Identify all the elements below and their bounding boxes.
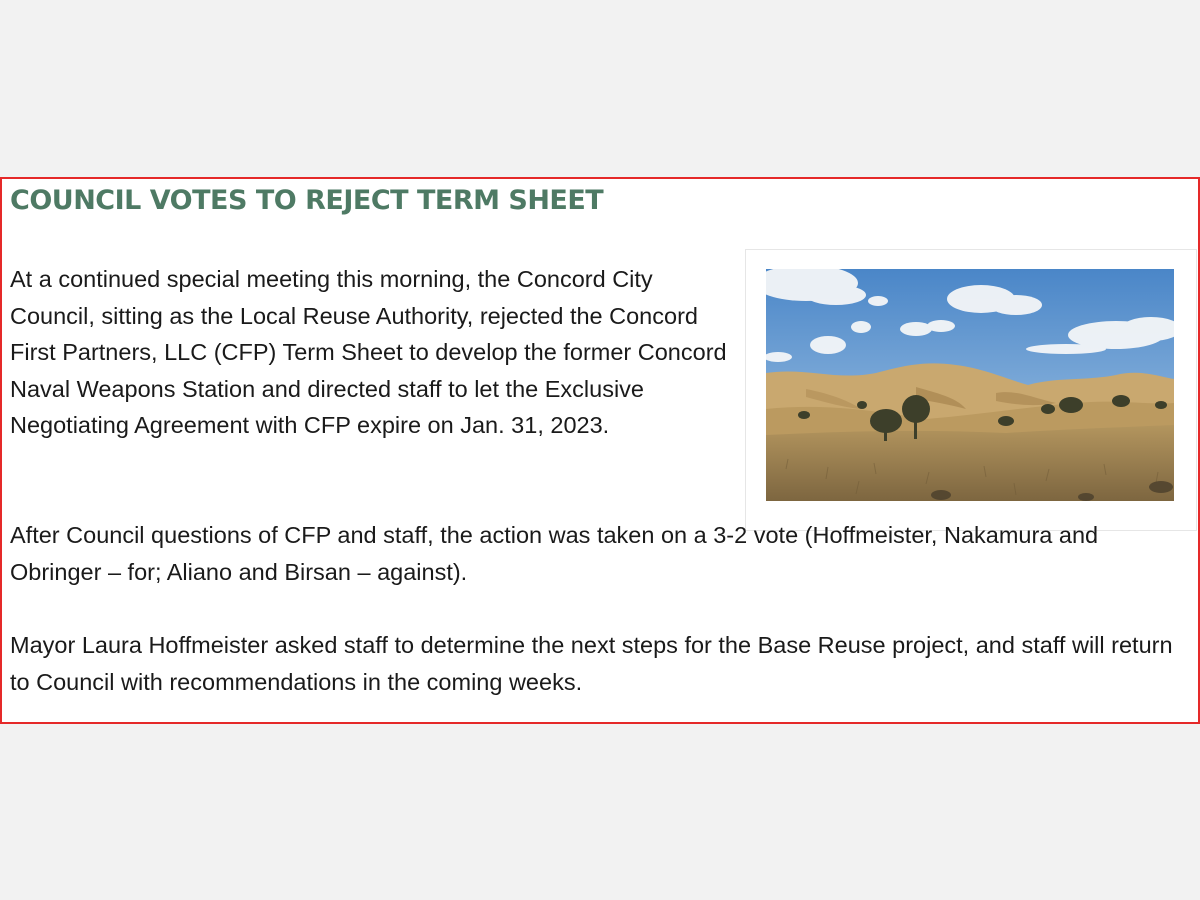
article-paragraph-3: Mayor Laura Hoffmeister asked staff to determine the next steps for the Base Reuse project, and staff will return to Council with recommendations in the coming weeks. [10,632,1173,695]
article-headline: COUNCIL VOTES TO REJECT TERM SHEET [10,185,604,216]
landscape-photo [766,269,1174,501]
article-paragraph-2: After Council questions of CFP and staff, the action was taken on a 3-2 vote (Hoffmeister, Nakamura and Obringer – for; Aliano and Birsan – against). [10,522,1099,585]
article-paragraph-1: At a continued special meeting this morning, the Concord City Council, sitting as the Local Reuse Authority, rejected the Concord First Partners, LLC (CFP) Term Sheet to develop the former Concord Naval Weapons Station and directed staff to let the Exclusive Negotiating Agreement with CFP expire on Jan. 31, 2023. [10,266,727,439]
article-card [0,177,1200,724]
article-photo-frame [745,249,1197,531]
